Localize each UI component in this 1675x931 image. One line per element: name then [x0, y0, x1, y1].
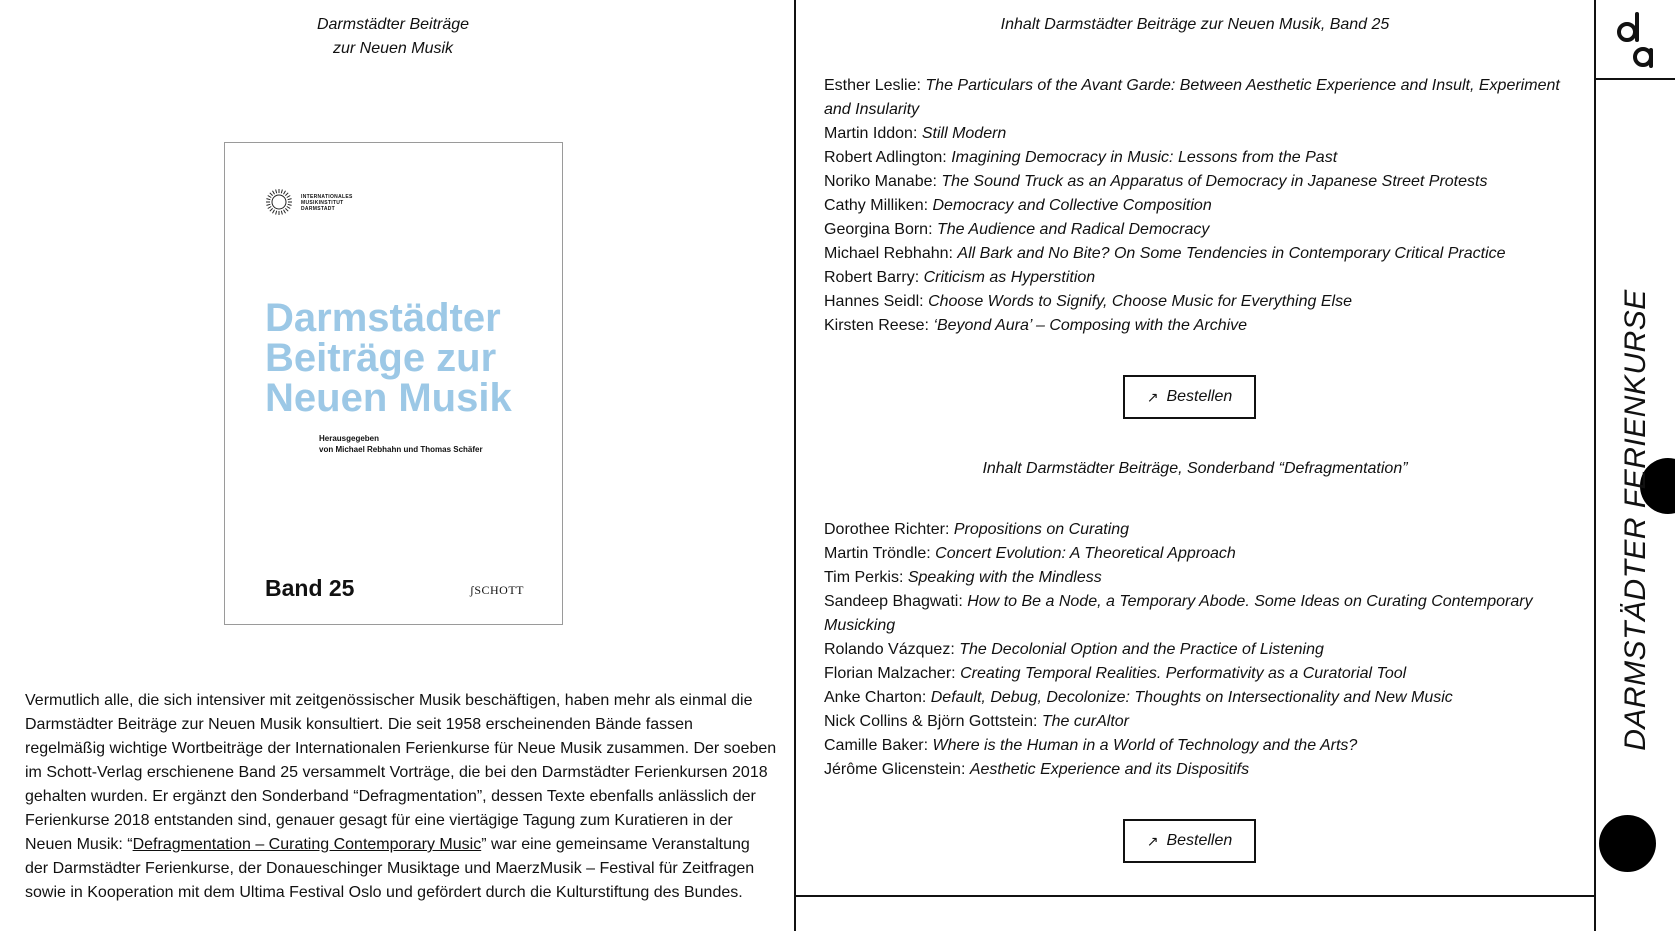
toc-work-title: Aesthetic Experience and its Dispositifs [969, 761, 1250, 778]
toc-work-title: Where is the Human in a World of Technology and the Arts? [932, 737, 1358, 754]
toc-author: Florian Malzacher: [824, 665, 956, 682]
cover-title [265, 298, 555, 418]
toc-work-title: How to Be a Node, a Temporary Abode. Some Ideas on Curating Contemporary Musicking [824, 593, 1533, 634]
toc-author: Jérôme Glicenstein: [824, 761, 966, 778]
section1-toc-list [824, 74, 1584, 338]
toc-author: Cathy Milliken: [824, 197, 929, 214]
toc-author: Kirsten Reese: [824, 317, 929, 334]
cover-title-line2: Beiträge zur [265, 336, 497, 380]
toc-work-title: Propositions on Curating [953, 521, 1130, 538]
defragmentation-link[interactable]: Defragmentation – Curating Contemporary Music [132, 836, 482, 853]
toc-work-title: The Audience and Radical Democracy [936, 221, 1210, 238]
toc-entry [824, 218, 1584, 242]
toc-entry [824, 290, 1584, 314]
order-button-band25[interactable] [1123, 375, 1256, 419]
toc-entry [824, 590, 1584, 638]
toc-work-title: Still Modern [921, 125, 1007, 142]
left-heading-line2: zur Neuen Musik [332, 40, 454, 57]
right-sidebar [1596, 0, 1675, 931]
toc-entry [824, 638, 1584, 662]
left-heading-line1: Darmstädter Beiträge [316, 16, 470, 33]
toc-work-title: Speaking with the Mindless [907, 569, 1102, 586]
cover-logo-text: INTERNATIONALES MUSIKINSTITUT DARMSTADT [301, 194, 353, 212]
toc-author: Sandeep Bhagwati: [824, 593, 963, 610]
left-column [0, 0, 794, 931]
toc-author: Michael Rebhahn: [824, 245, 953, 262]
imd-logo-icon [265, 188, 293, 216]
book-cover-image [224, 142, 563, 625]
toc-work-title: The Decolonial Option and the Practice of Listening [959, 641, 1324, 658]
body-text-before-link: Vermutlich alle, die sich intensiver mit zeitgenössischer Musik beschäftigen, haben mehr als einmal die Darmstädter Beiträge zur Neuen Musik konsultiert. Die seit 1958 erscheinenden Bände fassen regelmäßig wichtige Wortbeiträge der Internationalen Ferienkurse für Neue Musik zusammen. Der soeben im Schott-Verlag erschienene Band 25 versammelt Vorträge, die bei den Darmstädter Ferienkursen 2018 gehalten wurden. Er ergänzt den Sonderband “Defragmentation”, dessen Texte ebenfalls anlässlich der Ferienkurse 2018 entstanden sind, genauer gesagt für eine viertägige Tagung zum Kuratieren in der Neuen Musik: “ [25, 692, 777, 853]
toc-author: Camille Baker: [824, 737, 929, 754]
toc-entry [824, 734, 1584, 758]
toc-author: Nick Collins & Björn Gottstein: [824, 713, 1038, 730]
toc-entry [824, 146, 1584, 170]
left-heading [0, 13, 786, 61]
toc-author: Esther Leslie: [824, 77, 921, 94]
toc-work-title: Criticism as Hyperstition [923, 269, 1096, 286]
toc-entry [824, 566, 1584, 590]
toc-entry [824, 686, 1584, 710]
arrow-up-right-icon: ↗ [1146, 832, 1159, 849]
order-button-defragmentation[interactable] [1123, 819, 1256, 863]
toc-author: Rolando Vázquez: [824, 641, 955, 658]
toc-work-title: Creating Temporal Realities. Performativity as a Curatorial Tool [960, 665, 1407, 682]
toc-entry [824, 170, 1584, 194]
cover-editors-line1: Herausgegeben [319, 434, 380, 443]
toc-entry [824, 74, 1584, 122]
toc-entry [824, 710, 1584, 734]
vertical-site-title[interactable]: DARMSTÄDTER FERIENKURSE [1619, 289, 1652, 751]
toc-work-title: The Sound Truck as an Apparatus of Democracy in Japanese Street Protests [941, 173, 1488, 190]
toc-entry [824, 314, 1584, 338]
toc-entry [824, 518, 1584, 542]
menu-dot-button[interactable] [1599, 815, 1656, 872]
toc-work-title: Imagining Democracy in Music: Lessons from the Past [951, 149, 1338, 166]
schott-icon: ʃ [469, 583, 475, 597]
toc-entry [824, 758, 1584, 782]
toc-author: Dorothee Richter: [824, 521, 950, 538]
toc-author: Martin Tröndle: [824, 545, 931, 562]
divider-bottom [796, 895, 1594, 897]
toc-entry [824, 122, 1584, 146]
left-body-text [25, 689, 777, 905]
toc-work-title: The Particulars of the Avant Garde: Between Aesthetic Experience and Insult, Experiment and Insularity [824, 77, 1560, 118]
toc-author: Tim Perkis: [824, 569, 904, 586]
section2-toc-list [824, 518, 1584, 782]
cover-title-line3: Neuen Musik [265, 376, 512, 420]
toc-work-title: Democracy and Collective Composition [932, 197, 1212, 214]
toc-work-title: Choose Words to Signify, Choose Music for Everything Else [928, 293, 1352, 310]
cover-publisher-text: SCHOTT [474, 583, 524, 597]
cover-band: Band 25 [265, 575, 355, 601]
body-text-after-link: ” war eine gemeinsame Veranstaltung der Darmstädter Ferienkurse, der Donaueschinger Musiktage und MaerzMusik – Festival für Zeitfragen sowie in Kooperation mit dem Ultima Festival Oslo und gefördert durch die Kulturstiftung des Bundes. [25, 836, 755, 901]
toc-author: Anke Charton: [824, 689, 927, 706]
cover-editors [319, 433, 539, 455]
toc-author: Robert Adlington: [824, 149, 947, 166]
toc-author: Noriko Manabe: [824, 173, 937, 190]
toc-entry [824, 194, 1584, 218]
cover-publisher-logo [470, 583, 524, 598]
toc-entry [824, 542, 1584, 566]
logo-link[interactable] [1596, 0, 1675, 80]
toc-work-title: The curAltor [1041, 713, 1129, 730]
toc-entry [824, 242, 1584, 266]
toc-author: Hannes Seidl: [824, 293, 924, 310]
section2-heading: Inhalt Darmstädter Beiträge, Sonderband “Defragmentation” [982, 460, 1408, 477]
cover-title-line1: Darmstädter [265, 296, 501, 340]
toc-work-title: Concert Evolution: A Theoretical Approach [935, 545, 1236, 562]
toc-work-title: All Bark and No Bite? On Some Tendencies in Contemporary Critical Practice [957, 245, 1506, 262]
section1-heading: Inhalt Darmstädter Beiträge zur Neuen Musik, Band 25 [1000, 16, 1390, 33]
arrow-up-right-icon: ↗ [1146, 388, 1159, 405]
toc-author: Georgina Born: [824, 221, 933, 238]
toc-author: Martin Iddon: [824, 125, 918, 142]
toc-work-title: Default, Debug, Decolonize: Thoughts on Intersectionality and New Music [930, 689, 1453, 706]
order-button-label: Bestellen [1166, 832, 1233, 849]
middle-column [796, 0, 1594, 895]
order-button-label: Bestellen [1166, 388, 1233, 405]
cover-editors-line2: von Michael Rebhahn und Thomas Schäfer [319, 445, 483, 454]
toc-author: Robert Barry: [824, 269, 920, 286]
toc-entry [824, 266, 1584, 290]
toc-work-title: ‘Beyond Aura’ – Composing with the Archive [933, 317, 1248, 334]
da-logo-icon [1613, 10, 1659, 68]
toc-entry [824, 662, 1584, 686]
